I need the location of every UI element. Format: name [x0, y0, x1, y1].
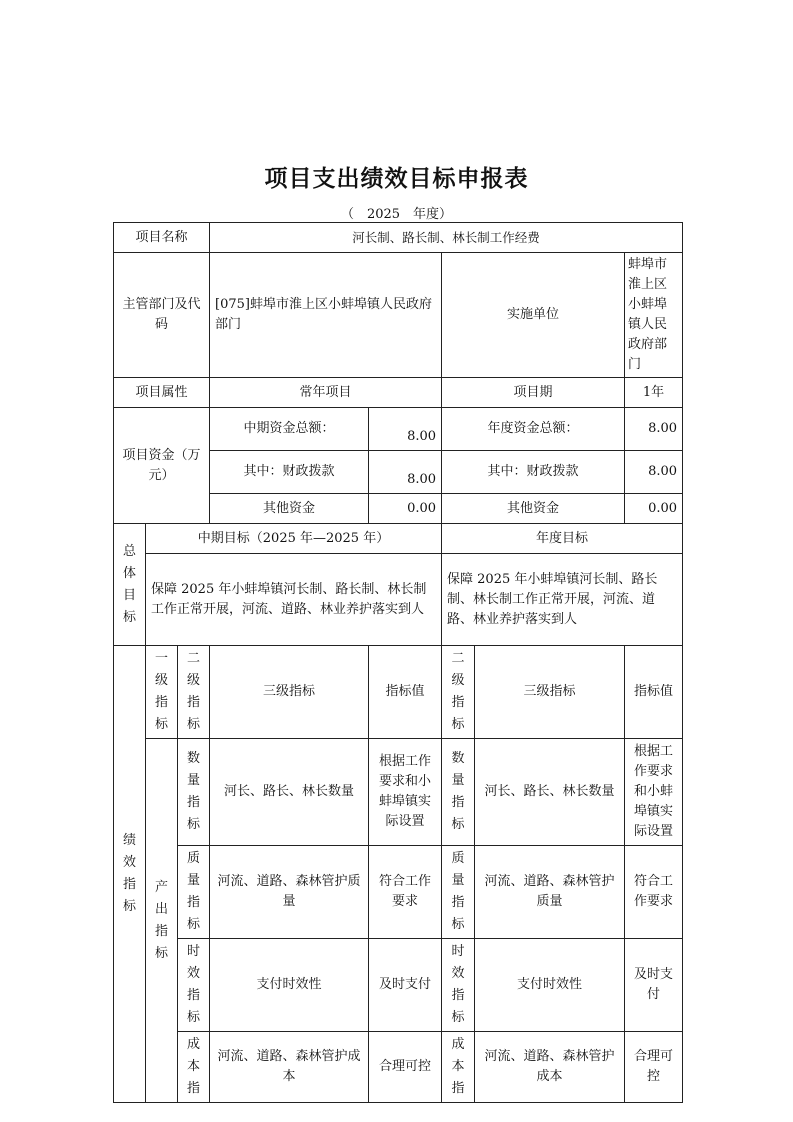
year-value-header: 指标值: [625, 646, 683, 739]
level2-cell: 数量指标: [178, 739, 210, 846]
year-level3-cell: 河长、路长、林长数量: [475, 739, 625, 846]
mid-other-value: 0.00: [369, 494, 442, 524]
goal-header-row: [114, 524, 683, 554]
mid-goal-text: 保障 2025 年小蚌埠镇河长制、路长制、林长制工作正常开展，河流、道路、林业养护落实到人: [146, 554, 442, 646]
attr-value: 常年项目: [210, 378, 442, 408]
page-title: 项目支出绩效目标申报表: [264, 165, 529, 192]
year-goal-text: 保障 2025 年小蚌埠镇河长制、路长制、林长制工作正常开展，河流、道路、林业养护落实到人: [442, 554, 683, 646]
year-value-cell: 及时支付: [625, 939, 683, 1032]
value-cell: 符合工作要求: [369, 846, 442, 939]
funds-total-row: [114, 408, 683, 451]
year-goal-header: 年度目标: [442, 524, 683, 554]
indicator-header-row: [114, 646, 683, 739]
project-name-row: [114, 223, 683, 253]
year-level2-cell: 数量指标: [442, 739, 475, 846]
mid-total-label: 中期资金总额：: [210, 408, 369, 451]
year-value-cell: 符合工作要求: [625, 846, 683, 939]
year-total-label: 年度资金总额：: [442, 408, 625, 451]
level3-header: 三级指标: [210, 646, 369, 739]
project-name-label: 项目名称: [114, 223, 210, 253]
table-row: [114, 939, 683, 1032]
level2-cell: 成本指: [178, 1032, 210, 1103]
year-value-cell: 合理可控: [625, 1032, 683, 1103]
year-level3-header: 三级指标: [475, 646, 625, 739]
output-indicator-label: 产出指标: [146, 739, 178, 1103]
project-name-value: 河长制、路长制、林长制工作经费: [210, 223, 683, 253]
year-level3-cell: 支付时效性: [475, 939, 625, 1032]
mid-fiscal-label: 其中：财政拨款: [210, 451, 369, 494]
attr-label: 项目属性: [114, 378, 210, 408]
impl-value: 蚌埠市淮上区小蚌埠镇人民政府部门: [625, 253, 683, 378]
level2-header: 二级指标: [178, 646, 210, 739]
year-subtitle: （ 2025 年度）: [340, 207, 453, 222]
dept-row: [114, 253, 683, 378]
attr-row: [114, 378, 683, 408]
table-row: [114, 739, 683, 846]
table-row: [114, 1032, 683, 1103]
mid-total-value: 8.00: [369, 408, 442, 451]
level3-cell: 河流、道路、森林管护质量: [210, 846, 369, 939]
year-level2-header: 二级指标: [442, 646, 475, 739]
perf-indicator-label: 绩效指标: [114, 646, 146, 1103]
table-row: [114, 846, 683, 939]
value-cell: 及时支付: [369, 939, 442, 1032]
mid-goal-header: 中期目标（2025 年—2025 年）: [146, 524, 442, 554]
goal-text-row: [114, 554, 683, 646]
year-level2-cell: 质量指标: [442, 846, 475, 939]
dept-value: [075]蚌埠市淮上区小蚌埠镇人民政府部门: [210, 253, 442, 378]
year-total-value: 8.00: [625, 408, 683, 451]
level3-cell: 支付时效性: [210, 939, 369, 1032]
performance-form-table: [113, 222, 683, 1103]
value-header: 指标值: [369, 646, 442, 739]
period-value: 1年: [625, 378, 683, 408]
level3-cell: 河流、道路、森林管护成本: [210, 1032, 369, 1103]
year-fiscal-value: 8.00: [625, 451, 683, 494]
period-label: 项目期: [442, 378, 625, 408]
level3-cell: 河长、路长、林长数量: [210, 739, 369, 846]
mid-fiscal-value: 8.00: [369, 451, 442, 494]
impl-label: 实施单位: [442, 253, 625, 378]
mid-other-label: 其他资金: [210, 494, 369, 524]
year-other-value: 0.00: [625, 494, 683, 524]
year-other-label: 其他资金: [442, 494, 625, 524]
year-level3-cell: 河流、道路、森林管护质量: [475, 846, 625, 939]
year-level3-cell: 河流、道路、森林管护成本: [475, 1032, 625, 1103]
funds-label: 项目资金（万元）: [114, 408, 210, 524]
level2-cell: 时效指标: [178, 939, 210, 1032]
value-cell: 合理可控: [369, 1032, 442, 1103]
level1-header: 一级指标: [146, 646, 178, 739]
level2-cell: 质量指标: [178, 846, 210, 939]
overall-goal-label: 总体目标: [114, 524, 146, 646]
year-level2-cell: 时效指标: [442, 939, 475, 1032]
dept-label: 主管部门及代码: [114, 253, 210, 378]
year-level2-cell: 成本指: [442, 1032, 475, 1103]
year-value-cell: 根据工作要求和小蚌埠镇实际设置: [625, 739, 683, 846]
year-fiscal-label: 其中：财政拨款: [442, 451, 625, 494]
value-cell: 根据工作要求和小蚌埠镇实际设置: [369, 739, 442, 846]
